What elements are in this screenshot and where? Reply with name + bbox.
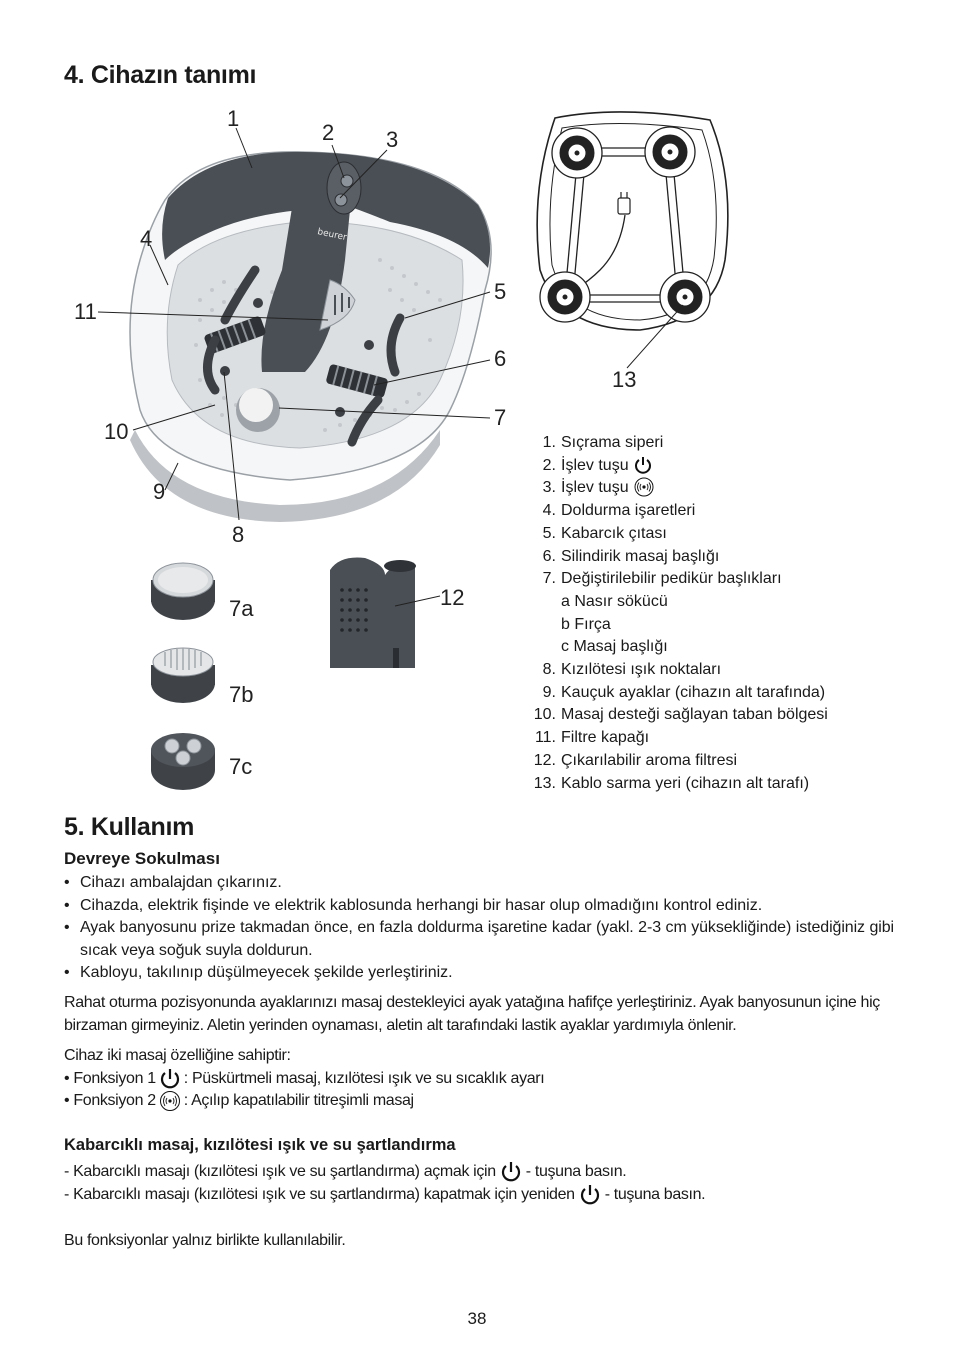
section4-title: 4. Cihazın tanımı	[64, 61, 257, 89]
function-2-line	[64, 1089, 414, 1112]
section5-title: 5. Kullanım	[64, 813, 195, 841]
power-icon	[633, 455, 653, 475]
list-item: • Kabloyu, takılınıp düşülmeyecek şekilde yerleştiriniz.	[64, 962, 894, 985]
bubble-massage-subtitle: Kabarcıklı masaj, kızılötesi ışık ve su şartlandırma	[64, 1136, 456, 1154]
aroma-filter-illustration	[325, 552, 455, 672]
parts-legend	[522, 432, 828, 795]
list-item: • Cihazı ambalajdan çıkarınız.	[64, 872, 894, 895]
underside-illustration	[525, 105, 740, 345]
function-2-text: : Açılıp kapatılabilir titreşimli masaj	[183, 1092, 414, 1109]
callout-10: 10	[104, 419, 129, 444]
legend-item: 4. Doldurma işaretleri	[542, 502, 696, 520]
callout-9: 9	[153, 479, 166, 504]
foot-spa-illustration	[60, 100, 530, 560]
power-icon	[158, 1068, 182, 1090]
legend-item: 8. Kızılötesi ışık noktaları	[542, 661, 722, 679]
usage-paragraph: Rahat oturma pozisyonunda ayaklarınızı masaj destekleyici ayak yatağına hafifçe yerleştiriniz. Ayak banyosunun içine hiç birzaman girmeyiniz. Aletin yerinden oynaması, aletin alt tarafındaki lastik ayaklar yardımıyla önlenir.	[64, 994, 880, 1034]
callout-8: 8	[232, 522, 245, 547]
callout-6: 6	[494, 346, 507, 371]
callout-7b: 7b	[229, 682, 254, 707]
legend-item: 6. Silindirik masaj başlığı	[542, 547, 720, 565]
vibration-icon	[158, 1090, 182, 1112]
function-2-label: • Fonksiyon 2	[64, 1092, 156, 1109]
legend-item: 1. Sıçrama siperi	[542, 434, 664, 451]
function-1-text: : Püskürtmeli masaj, kızılötesi ışık ve su sıcaklık ayarı	[183, 1070, 545, 1087]
callout-5: 5	[494, 279, 507, 304]
callout-3: 3	[386, 127, 399, 152]
legend-subitem: a Nasır sökücü	[561, 592, 668, 610]
legend-item: 11. Filtre kapağı	[534, 729, 650, 747]
vibration-icon	[633, 477, 655, 497]
function-1-label: • Fonksiyon 1	[64, 1070, 156, 1087]
callout-11: 11	[74, 299, 97, 324]
setup-bullet-list	[64, 872, 894, 985]
legend-item: 10. Masaj desteği sağlayan taban bölgesi	[533, 706, 828, 724]
list-item: • Cihazda, elektrik fişinde ve elektrik kablosunda herhangi bir hasar olup olmadığını kontrol ediniz.	[64, 895, 894, 918]
legend-item: 5. Kabarcık çıtası	[542, 524, 667, 542]
section5-subtitle: Devreye Sokulması	[64, 849, 220, 868]
features-intro: Cihaz iki masaj özelliğine sahiptir:	[64, 1047, 291, 1064]
callout-7a: 7a	[229, 596, 254, 621]
combined-use-note: Bu fonksiyonlar yalnız birlikte kullanılabilir.	[64, 1232, 346, 1249]
legend-subitem: c Masaj başlığı	[561, 638, 668, 656]
svg-text:beurer: beurer	[316, 227, 348, 244]
callout-12: 12	[440, 585, 465, 610]
callout-13: 13	[612, 367, 637, 392]
callout-7: 7	[494, 405, 507, 430]
page-number: 38	[467, 1309, 487, 1328]
legend-item: 7. Değiştirilebilir pedikür başlıkları	[542, 570, 782, 588]
list-item: • Ayak banyosunu prize takmadan önce, en fazla doldurma işaretine kadar (yakl. 2-3 cm yüksekliğinde) istediğiniz gibi sıcak veya soğuk suyla doldurun.	[64, 917, 894, 962]
legend-item: 9. Kauçuk ayaklar (cihazın alt tarafında)	[542, 683, 826, 701]
bubble-on-line: - Kabarcıklı masajı (kızılötesi ışık ve su şartlandırma) açmak için - tuşuna basın.	[64, 1160, 626, 1183]
power-icon	[578, 1184, 602, 1206]
legend-subitem: b Fırça	[561, 615, 611, 633]
legend-item: 2. İşlev tuşu	[522, 455, 828, 478]
legend-item: 13. Kablo sarma yeri (cihazın alt tarafı)	[533, 774, 810, 792]
callout-2: 2	[322, 120, 335, 145]
function-1-line	[64, 1067, 544, 1090]
callout-7c: 7c	[229, 754, 253, 779]
legend-item: 12. Çıkarılabilir aroma filtresi	[533, 751, 738, 769]
callout-4: 4	[140, 226, 153, 251]
callout-1: 1	[227, 106, 240, 131]
legend-item: 3. İşlev tuşu	[522, 477, 828, 500]
bubble-off-line: - Kabarcıklı masajı (kızılötesi ışık ve su şartlandırma) kapatmak için yeniden - tuşuna basın.	[64, 1183, 705, 1206]
power-icon	[499, 1161, 523, 1183]
attachments-illustration	[145, 560, 225, 800]
